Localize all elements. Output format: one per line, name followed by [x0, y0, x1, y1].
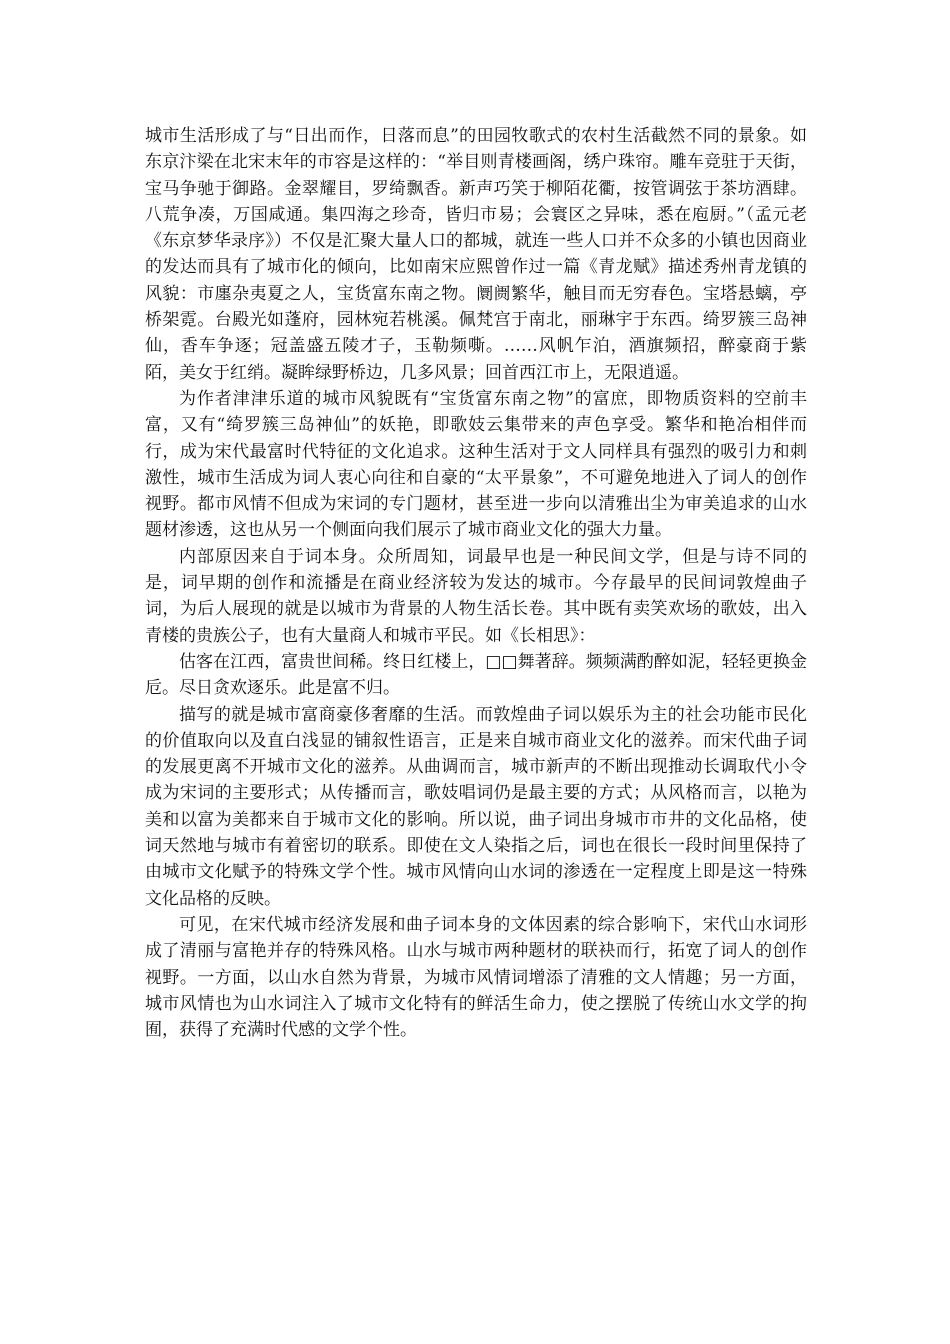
paragraph-5: 描写的就是城市富商豪侈奢靡的生活。而敦煌曲子词以娱乐为主的社会功能市民化的价值取向以及直白浅显的铺叙性语言，正是来自城市商业文化的滋养。而宋代曲子词的发展更离不开城市文化的滋养。从曲调而言，城市新声的不断出现推动长调取代小令成为宋词的主要形式；从传播而言，歌妓唱词仍是最主要的方式；从风格而言，以艳为美和以富为美都来自于城市文化的影响。所以说，曲子词出身城市市井的文化品格，使词天然地与城市有着密切的联系。即使在文人染指之后，词也在很长一段时间里保持了由城市文化赋予的特殊文学个性。城市风情向山水词的渗透在一定程度上即是这一特殊文化品格的反映。 [145, 704, 807, 909]
paragraph-1: 城市生活形成了与“日出而作，日落而息”的田园牧歌式的农村生活截然不同的景象。如东京汴梁在北宋末年的市容是这样的：“举目则青楼画阁，绣户珠帘。雕车竞驻于天街，宝马争驰于御路。金翠耀目，罗绮飘香。新声巧笑于柳陌花衢，按管调弦于茶坊酒肆。八荒争凑，万国咸通。集四海之珍奇，皆归市易；会寰区之异味，悉在庖厨。”（孟元老《东京梦华录序》）不仅是汇聚大量人口的都城，就连一些人口并不众多的小镇也因商业的发达而具有了城市化的倾向，比如南宋应熙曾作过一篇《青龙赋》描述秀州青龙镇的风貌：市廛杂夷夏之人，宝货富东南之物。阛阓繁华，触目而无穷春色。宝塔悬螭，亭桥架霓。台殿光如蓬府，园林宛若桃溪。佩梵宫于南北，丽琳宇于东西。绮罗簇三岛神仙，香车争逐；冠盖盛五陵才子，玉勒频嘶。……风帆乍泊，酒旗频招，醉豪商于紫陌，美女于红绡。凝眸绿野桥边，几多风景；回首西江市上，无限逍遥。 [145, 126, 807, 383]
quoted-poem: 估客在江西，富贵世间稀。终日红楼上，□□舞著辞。频频满酌醉如泥，轻轻更换金卮。尽日贪欢逐乐。此是富不归。 [145, 651, 807, 699]
paragraph-3: 内部原因来自于词本身。众所周知，词最早也是一种民间文学，但是与诗不同的是，词早期的创作和流播是在商业经济较为发达的城市。今存最早的民间词敦煌曲子词，为后人展现的就是以城市为背景的人物生活长卷。其中既有卖笑欢场的歌妓，出入青楼的贵族公子，也有大量商人和城市平民。如《长相思》： [145, 546, 807, 646]
paragraph-6: 可见，在宋代城市经济发展和曲子词本身的文体因素的综合影响下，宋代山水词形成了清丽与富艳并存的特殊风格。山水与城市两种题材的联袂而行，拓宽了词人的创作视野。一方面，以山水自然为背景，为城市风情词增添了清雅的文人情趣；另一方面，城市风情也为山水词注入了城市文化特有的鲜活生命力，使之摆脱了传统山水文学的拘囿，获得了充满时代感的文学个性。 [145, 914, 807, 1041]
paragraph-2: 为作者津津乐道的城市风貌既有“宝货富东南之物”的富庶，即物质资料的空前丰富，又有“绮罗簇三岛神仙”的妖艳，即歌妓云集带来的声色享受。繁华和艳冶相伴而行，成为宋代最富时代特征的文化追求。这种生活对于文人同样具有强烈的吸引力和刺激性，城市生活成为词人衷心向往和自豪的“太平景象”，不可避免地进入了词人的创作视野。都市风情不但成为宋词的专门题材，甚至进一步向以清雅出尘为审美追求的山水题材渗透，这也从另一个侧面向我们展示了城市商业文化的强大力量。 [145, 388, 807, 541]
body-text [145, 123, 807, 1043]
